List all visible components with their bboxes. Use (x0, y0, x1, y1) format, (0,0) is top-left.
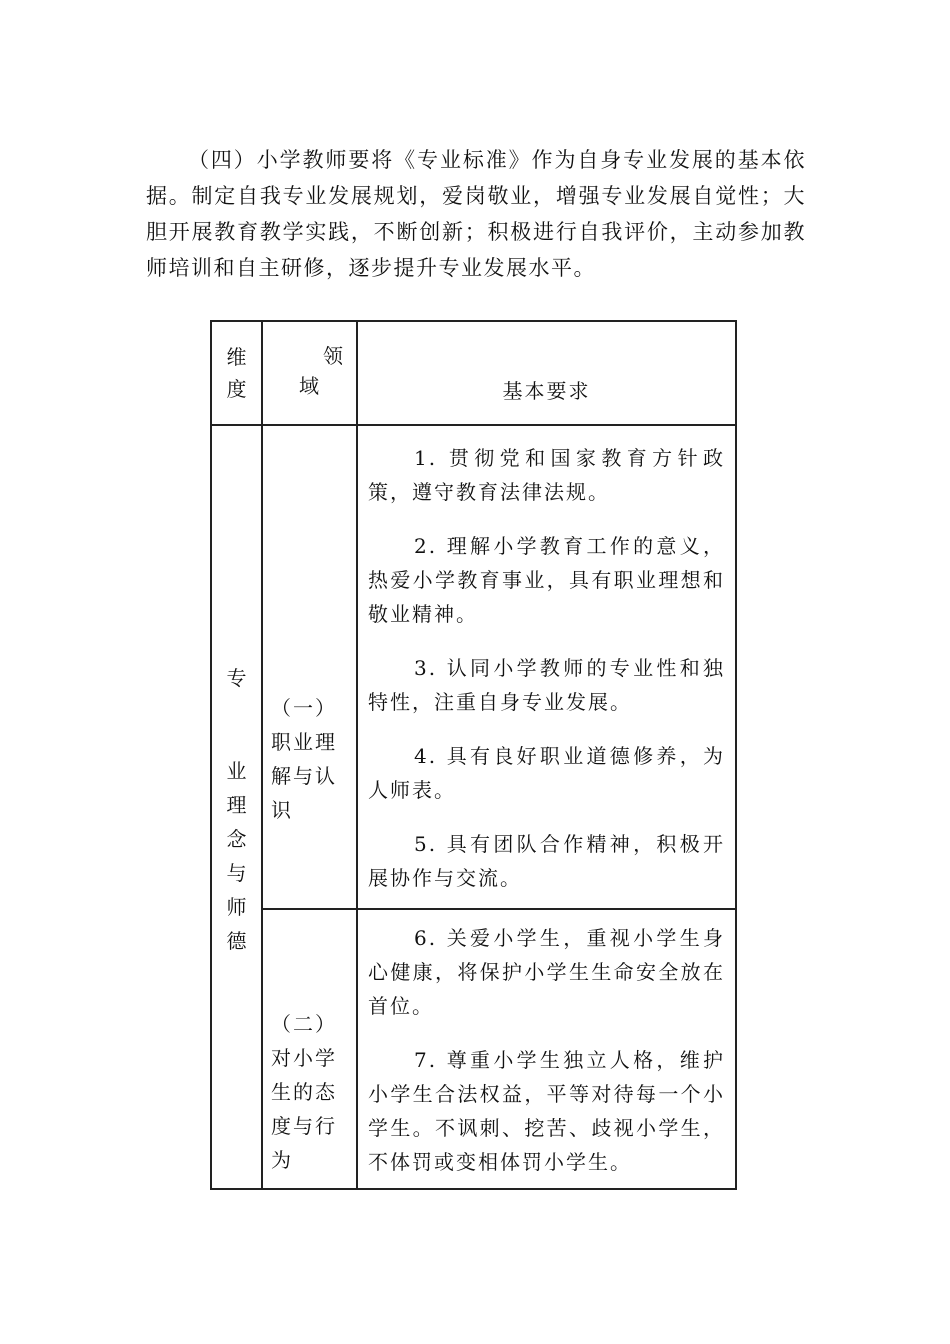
table-row (211, 909, 736, 1189)
header-requirements: 基本要求 (357, 321, 736, 425)
dimension-rest-chars (212, 754, 261, 958)
requirement-item: 3. 认同小学教师的专业性和独特性，注重自身专业发展。 (368, 656, 725, 714)
standards-table (210, 320, 737, 1190)
requirements-cell (357, 425, 736, 909)
header-dimension (211, 321, 262, 425)
header-dimension-line2: 度 (226, 377, 247, 401)
area-label: （二）对小学生的态度与行为 (262, 909, 357, 1189)
requirement-item: 6. 关爱小学生，重视小学生身心健康，将保护小学生生命安全放在首位。 (368, 926, 725, 1018)
dimension-char: 业 (226, 759, 247, 783)
header-area-line1: 领 (323, 344, 343, 368)
dimension-char: 德 (226, 929, 247, 953)
dimension-char: 理 (226, 793, 247, 817)
requirement-item: 5. 具有团队合作精神，积极开展协作与交流。 (368, 832, 725, 890)
requirement-item: 7. 尊重小学生独立人格，维护小学生合法权益，平等对待每一个小学生。不讽刺、挖苦、歧视小学生，不体罚或变相体罚小学生。 (368, 1048, 725, 1174)
dimension-cell (211, 425, 262, 1189)
requirement-item: 2. 理解小学教育工作的意义，热爱小学教育事业，具有职业理想和敬业精神。 (368, 534, 725, 626)
dimension-first-char: 专 (226, 666, 247, 690)
table-row (211, 425, 736, 909)
header-area (262, 321, 357, 425)
area-label: （一）职业理解与认识 (262, 425, 357, 909)
dimension-char: 与 (226, 861, 247, 885)
requirement-item: 1. 贯彻党和国家教育方针政策，遵守教育法律法规。 (368, 446, 725, 504)
dimension-char: 师 (226, 895, 247, 919)
requirements-cell (357, 909, 736, 1189)
requirement-item: 4. 具有良好职业道德修养，为人师表。 (368, 744, 725, 802)
intro-paragraph: （四）小学教师要将《专业标准》作为自身专业发展的基本依据。制定自我专业发展规划，爱岗敬业，增强专业发展自觉性；大胆开展教育教学实践，不断创新；积极进行自我评价，主动参加教师培训和自主研修，逐步提升专业发展水平。 (146, 148, 806, 280)
header-dimension-line1: 维 (226, 345, 247, 369)
header-area-line2: 域 (299, 374, 319, 398)
dimension-char: 念 (226, 827, 247, 851)
table-header-row (211, 321, 736, 425)
